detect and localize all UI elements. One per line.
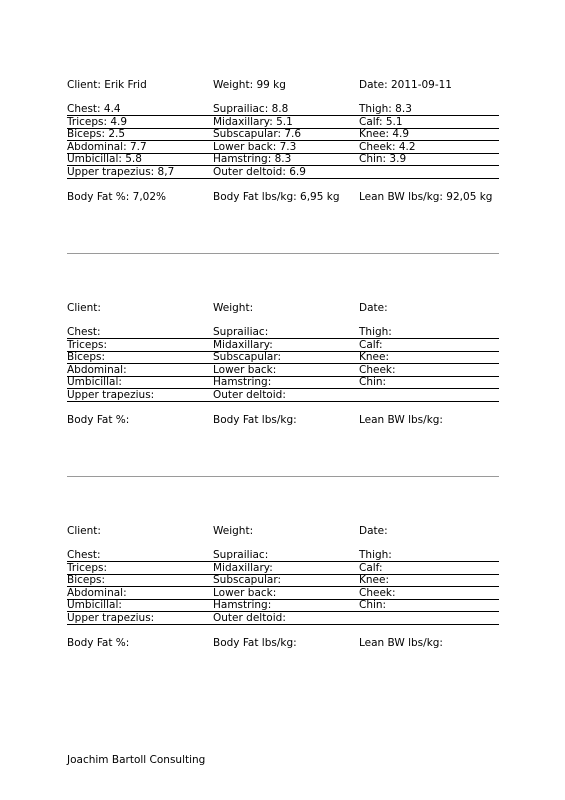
measurement-upper-trapezius-left: Upper trapezius:	[67, 388, 155, 401]
measurement-chest-left: Chest:	[67, 549, 101, 561]
measurement-umbicillal-left: Umbicillal:	[67, 376, 122, 388]
footer-company: Joachim Bartoll Consulting	[67, 754, 206, 766]
row-rule	[67, 338, 499, 339]
date-field: Date:	[359, 302, 388, 314]
measurement-triceps-middle: Midaxillary: 5.1	[213, 115, 293, 128]
measurement-umbicillal-left: Umbicillal:	[67, 599, 122, 611]
measurement-abdominal-right: Cheek: 4.2	[359, 140, 416, 153]
lean-body-weight: Lean BW lbs/kg:	[359, 637, 443, 649]
client-field: Client: Erik Frid	[67, 79, 147, 91]
weight-field: Weight:	[213, 302, 254, 314]
body-fat-weight: Body Fat lbs/kg:	[213, 637, 297, 649]
measurement-abdominal-left: Abdominal: 7.7	[67, 140, 147, 153]
measurement-triceps-right: Calf:	[359, 338, 383, 351]
row-rule	[67, 178, 499, 179]
measurement-biceps-right: Knee:	[359, 574, 389, 586]
row-rule	[67, 376, 499, 377]
row-rule	[67, 363, 499, 364]
measurement-chest-left: Chest:	[67, 326, 101, 338]
measurement-chest-middle: Suprailiac: 8.8	[213, 103, 289, 115]
measurement-abdominal-middle: Lower back: 7.3	[213, 140, 297, 153]
measurement-biceps-right: Knee: 4.9	[359, 128, 410, 140]
row-rule	[67, 574, 499, 575]
body-fat-percent: Body Fat %:	[67, 637, 130, 649]
date-field: Date: 2011-09-11	[359, 79, 452, 91]
measurement-triceps-left: Triceps: 4.9	[67, 115, 128, 128]
measurement-chest-middle: Suprailiac:	[213, 326, 269, 338]
measurement-biceps-middle: Subscapular: 7.6	[213, 128, 302, 140]
body-fat-percent: Body Fat %:	[67, 414, 130, 426]
measurement-abdominal-middle: Lower back:	[213, 586, 277, 599]
measurement-triceps-left: Triceps:	[67, 561, 108, 574]
measurement-triceps-left: Triceps:	[67, 338, 108, 351]
measurement-abdominal-right: Cheek:	[359, 586, 396, 599]
row-rule	[67, 401, 499, 402]
lean-body-weight: Lean BW lbs/kg: 92,05 kg	[359, 191, 493, 203]
measurement-abdominal-middle: Lower back:	[213, 363, 277, 376]
weight-field: Weight: 99 kg	[213, 79, 286, 91]
row-rule	[67, 599, 499, 600]
measurement-upper-trapezius-middle: Outer deltoid: 6.9	[213, 165, 306, 178]
measurement-biceps-left: Biceps: 2.5	[67, 128, 126, 140]
measurement-upper-trapezius-middle: Outer deltoid:	[213, 611, 286, 624]
measurement-biceps-middle: Subscapular:	[213, 351, 282, 363]
measurement-triceps-right: Calf: 5.1	[359, 115, 403, 128]
weight-field: Weight:	[213, 525, 254, 537]
measurement-umbicillal-right: Chin: 3.9	[359, 153, 407, 165]
row-rule	[67, 624, 499, 625]
measurement-umbicillal-middle: Hamstring: 8.3	[213, 153, 292, 165]
measurement-chest-left: Chest: 4.4	[67, 103, 121, 115]
measurement-biceps-left: Biceps:	[67, 574, 106, 586]
measurement-triceps-right: Calf:	[359, 561, 383, 574]
body-fat-weight: Body Fat lbs/kg: 6,95 kg	[213, 191, 340, 203]
measurement-biceps-left: Biceps:	[67, 351, 106, 363]
measurement-abdominal-right: Cheek:	[359, 363, 396, 376]
measurement-abdominal-left: Abdominal:	[67, 363, 127, 376]
date-field: Date:	[359, 525, 388, 537]
measurement-upper-trapezius-middle: Outer deltoid:	[213, 388, 286, 401]
row-rule	[67, 586, 499, 587]
measurement-umbicillal-middle: Hamstring:	[213, 599, 272, 611]
measurement-upper-trapezius-left: Upper trapezius: 8,7	[67, 165, 175, 178]
measurement-chest-right: Thigh: 8.3	[359, 103, 412, 115]
row-rule	[67, 561, 499, 562]
measurement-triceps-middle: Midaxillary:	[213, 338, 273, 351]
client-field: Client:	[67, 525, 101, 537]
client-field: Client:	[67, 302, 101, 314]
measurement-biceps-right: Knee:	[359, 351, 389, 363]
lean-body-weight: Lean BW lbs/kg:	[359, 414, 443, 426]
section-divider	[67, 476, 499, 477]
body-fat-percent: Body Fat %: 7,02%	[67, 191, 167, 203]
measurement-triceps-middle: Midaxillary:	[213, 561, 273, 574]
measurement-chest-right: Thigh:	[359, 326, 392, 338]
measurement-biceps-middle: Subscapular:	[213, 574, 282, 586]
measurement-chest-middle: Suprailiac:	[213, 549, 269, 561]
measurement-abdominal-left: Abdominal:	[67, 586, 127, 599]
body-fat-weight: Body Fat lbs/kg:	[213, 414, 297, 426]
section-divider	[67, 253, 499, 254]
measurement-umbicillal-left: Umbicillal: 5.8	[67, 153, 142, 165]
measurement-umbicillal-right: Chin:	[359, 599, 387, 611]
measurement-umbicillal-middle: Hamstring:	[213, 376, 272, 388]
measurement-chest-right: Thigh:	[359, 549, 392, 561]
measurement-upper-trapezius-left: Upper trapezius:	[67, 611, 155, 624]
measurement-umbicillal-right: Chin:	[359, 376, 387, 388]
row-rule	[67, 351, 499, 352]
